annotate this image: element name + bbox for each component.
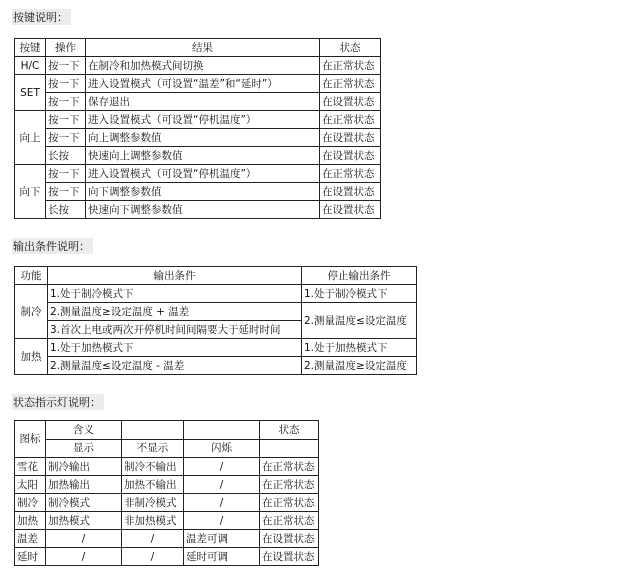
blink-cell: /	[184, 458, 260, 476]
table-row	[15, 147, 381, 165]
icon-cell: 延时	[15, 548, 46, 566]
condition-cell: 3.首次上电或两次开停机时间间隔要大于延时时间	[48, 321, 302, 339]
key-cell: H/C	[15, 57, 46, 75]
show-cell: 加热输出	[46, 476, 122, 494]
header-meaning-blank	[122, 421, 184, 440]
hide-cell: 非加热模式	[122, 512, 184, 530]
result-cell: 进入设置模式（可设置“温差”和“延时”）	[86, 75, 320, 93]
header-hide: 不显示	[122, 439, 184, 458]
operation-cell: 按一下	[46, 57, 86, 75]
table-row	[15, 75, 381, 93]
result-cell: 快速向下调整参数值	[86, 201, 320, 219]
state-cell: 在正常状态	[260, 476, 319, 494]
blink-cell: /	[184, 512, 260, 530]
output-conditions-heading: 输出条件说明：	[12, 238, 93, 254]
output-conditions-table	[14, 266, 417, 375]
result-cell: 快速向上调整参数值	[86, 147, 320, 165]
state-cell: 在正常状态	[320, 111, 381, 129]
table-row	[15, 512, 319, 530]
icon-cell: 雪花	[15, 458, 46, 476]
show-cell: 制冷输出	[46, 458, 122, 476]
stop-condition-cell: 1.处于加热模式下	[302, 339, 417, 357]
header-key: 按键	[15, 39, 46, 57]
hide-cell: 制冷不输出	[122, 458, 184, 476]
table-row	[15, 201, 381, 219]
state-cell: 在设置状态	[260, 530, 319, 548]
blink-cell: /	[184, 476, 260, 494]
blink-cell: 温差可调	[184, 530, 260, 548]
result-cell: 进入设置模式（可设置“停机温度”）	[86, 111, 320, 129]
icon-cell: 太阳	[15, 476, 46, 494]
result-cell: 保存退出	[86, 93, 320, 111]
header-result: 结果	[86, 39, 320, 57]
state-cell: 在正常状态	[260, 458, 319, 476]
state-cell: 在正常状态	[320, 75, 381, 93]
table-row	[15, 57, 381, 75]
stop-condition-cell: 1.处于制冷模式下	[302, 285, 417, 303]
blink-cell: 延时可调	[184, 548, 260, 566]
stop-condition-cell: 2.测量温度≤设定温度	[302, 303, 417, 339]
result-cell: 在制冷和加热模式间切换	[86, 57, 320, 75]
table-row	[15, 165, 381, 183]
result-cell: 向下调整参数值	[86, 183, 320, 201]
state-cell: 在设置状态	[320, 93, 381, 111]
table-header-row	[15, 439, 319, 458]
header-output-condition: 输出条件	[48, 267, 302, 285]
header-operation: 操作	[46, 39, 86, 57]
stop-condition-cell: 2.测量温度≥设定温度	[302, 357, 417, 375]
header-function: 功能	[15, 267, 48, 285]
header-show: 显示	[46, 439, 122, 458]
state-cell: 在设置状态	[320, 129, 381, 147]
show-cell: 加热模式	[46, 512, 122, 530]
operation-cell: 按一下	[46, 165, 86, 183]
header-state-blank	[260, 439, 319, 458]
operation-cell: 长按	[46, 201, 86, 219]
state-cell: 在设置状态	[320, 147, 381, 165]
icon-cell: 加热	[15, 512, 46, 530]
header-icon: 图标	[15, 421, 46, 458]
table-header-row	[15, 267, 417, 285]
icon-cell: 温差	[15, 530, 46, 548]
key-cell: 向上	[15, 111, 46, 165]
header-stop-condition: 停止输出条件	[302, 267, 417, 285]
table-row	[15, 548, 319, 566]
operation-cell: 按一下	[46, 111, 86, 129]
table-header-row	[15, 39, 381, 57]
state-cell: 在设置状态	[320, 201, 381, 219]
key-instructions-table	[14, 38, 381, 219]
condition-cell: 1.处于加热模式下	[48, 339, 302, 357]
show-cell: 制冷模式	[46, 494, 122, 512]
key-cell: 向下	[15, 165, 46, 219]
table-row	[15, 129, 381, 147]
state-cell: 在设置状态	[260, 548, 319, 566]
header-state: 状态	[260, 421, 319, 440]
function-cell: 加热	[15, 339, 48, 375]
condition-cell: 1.处于制冷模式下	[48, 285, 302, 303]
operation-cell: 按一下	[46, 129, 86, 147]
result-cell: 进入设置模式（可设置“停机温度”）	[86, 165, 320, 183]
table-row	[15, 357, 417, 375]
state-cell: 在设置状态	[320, 183, 381, 201]
blink-cell: /	[184, 494, 260, 512]
header-state: 状态	[320, 39, 381, 57]
icon-cell: 制冷	[15, 494, 46, 512]
state-cell: 在正常状态	[260, 512, 319, 530]
hide-cell: /	[122, 530, 184, 548]
table-row	[15, 530, 319, 548]
show-cell: /	[46, 548, 122, 566]
table-header-row	[15, 421, 319, 440]
table-row	[15, 183, 381, 201]
table-row	[15, 111, 381, 129]
operation-cell: 按一下	[46, 93, 86, 111]
header-meaning-blank	[184, 421, 260, 440]
header-blink: 闪烁	[184, 439, 260, 458]
hide-cell: 加热不输出	[122, 476, 184, 494]
condition-cell: 2.测量温度≥设定温度 + 温差	[48, 303, 302, 321]
state-cell: 在正常状态	[320, 165, 381, 183]
table-row	[15, 458, 319, 476]
operation-cell: 按一下	[46, 183, 86, 201]
condition-cell: 2.测量温度≤设定温度 - 温差	[48, 357, 302, 375]
operation-cell: 长按	[46, 147, 86, 165]
table-row	[15, 93, 381, 111]
table-row	[15, 476, 319, 494]
function-cell: 制冷	[15, 285, 48, 339]
table-row	[15, 303, 417, 321]
table-row	[15, 494, 319, 512]
state-cell: 在正常状态	[260, 494, 319, 512]
show-cell: /	[46, 530, 122, 548]
indicator-heading: 状态指示灯说明：	[12, 394, 104, 410]
hide-cell: 非制冷模式	[122, 494, 184, 512]
state-cell: 在正常状态	[320, 57, 381, 75]
header-meaning: 含义	[46, 421, 122, 440]
key-instructions-heading: 按键说明：	[12, 9, 71, 25]
table-row	[15, 339, 417, 357]
key-cell: SET	[15, 75, 46, 111]
result-cell: 向上调整参数值	[86, 129, 320, 147]
operation-cell: 按一下	[46, 75, 86, 93]
table-row	[15, 285, 417, 303]
hide-cell: /	[122, 548, 184, 566]
indicator-table	[14, 420, 319, 566]
